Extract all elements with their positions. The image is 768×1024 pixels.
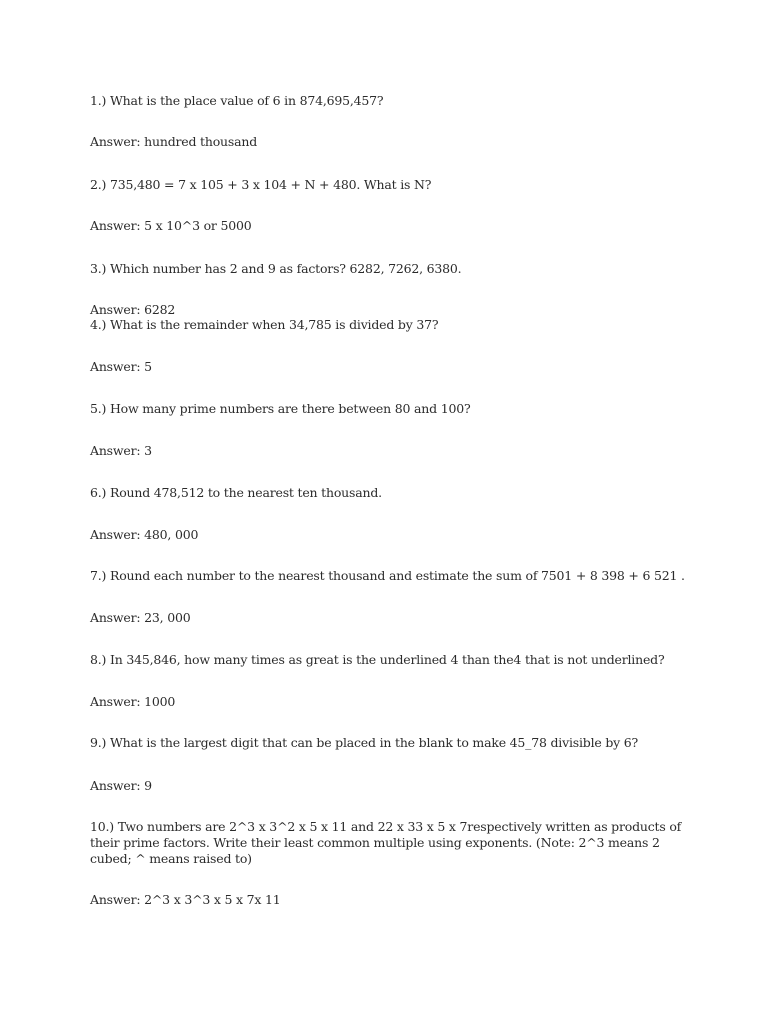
answer-3: Answer: 6282 xyxy=(90,302,176,317)
question-9: 9.) What is the largest digit that can be placed in the blank to make 45_78 divisible by 6? xyxy=(90,735,639,750)
question-6: 6.) Round 478,512 to the nearest ten thousand. xyxy=(90,485,382,500)
question-7: 7.) Round each number to the nearest thousand and estimate the sum of 7501 + 8 398 + 6 521 . xyxy=(90,568,685,583)
answer-1: Answer: hundred thousand xyxy=(90,134,258,149)
answer-9: Answer: 9 xyxy=(90,778,152,793)
answer-10: Answer: 2^3 x 3^3 x 5 x 7x 11 xyxy=(90,892,281,907)
answer-5: Answer: 3 xyxy=(90,443,152,458)
answer-7: Answer: 23, 000 xyxy=(90,610,191,625)
question-8: 8.) In 345,846, how many times as great is the underlined 4 than the4 that is not underlined? xyxy=(90,652,665,667)
answer-2: Answer: 5 x 10^3 or 5000 xyxy=(90,218,252,233)
answer-4: Answer: 5 xyxy=(90,359,152,374)
question-10: 10.) Two numbers are 2^3 x 3^2 x 5 x 11 and 22 x 33 x 5 x 7respectively written as products of their prime factors. Write their least common multiple using exponents. (Note: 2^3 means 2 cubed; ^ means raised to) xyxy=(90,819,682,866)
answer-6: Answer: 480, 000 xyxy=(90,527,199,542)
question-2: 2.) 735,480 = 7 x 105 + 3 x 104 + N + 480. What is N? xyxy=(90,177,432,192)
question-1: 1.) What is the place value of 6 in 874,695,457? xyxy=(90,93,384,108)
question-4: 4.) What is the remainder when 34,785 is divided by 37? xyxy=(90,317,439,332)
answer-8: Answer: 1000 xyxy=(90,694,176,709)
question-3: 3.) Which number has 2 and 9 as factors? 6282, 7262, 6380. xyxy=(90,261,462,276)
question-5: 5.) How many prime numbers are there between 80 and 100? xyxy=(90,401,471,416)
